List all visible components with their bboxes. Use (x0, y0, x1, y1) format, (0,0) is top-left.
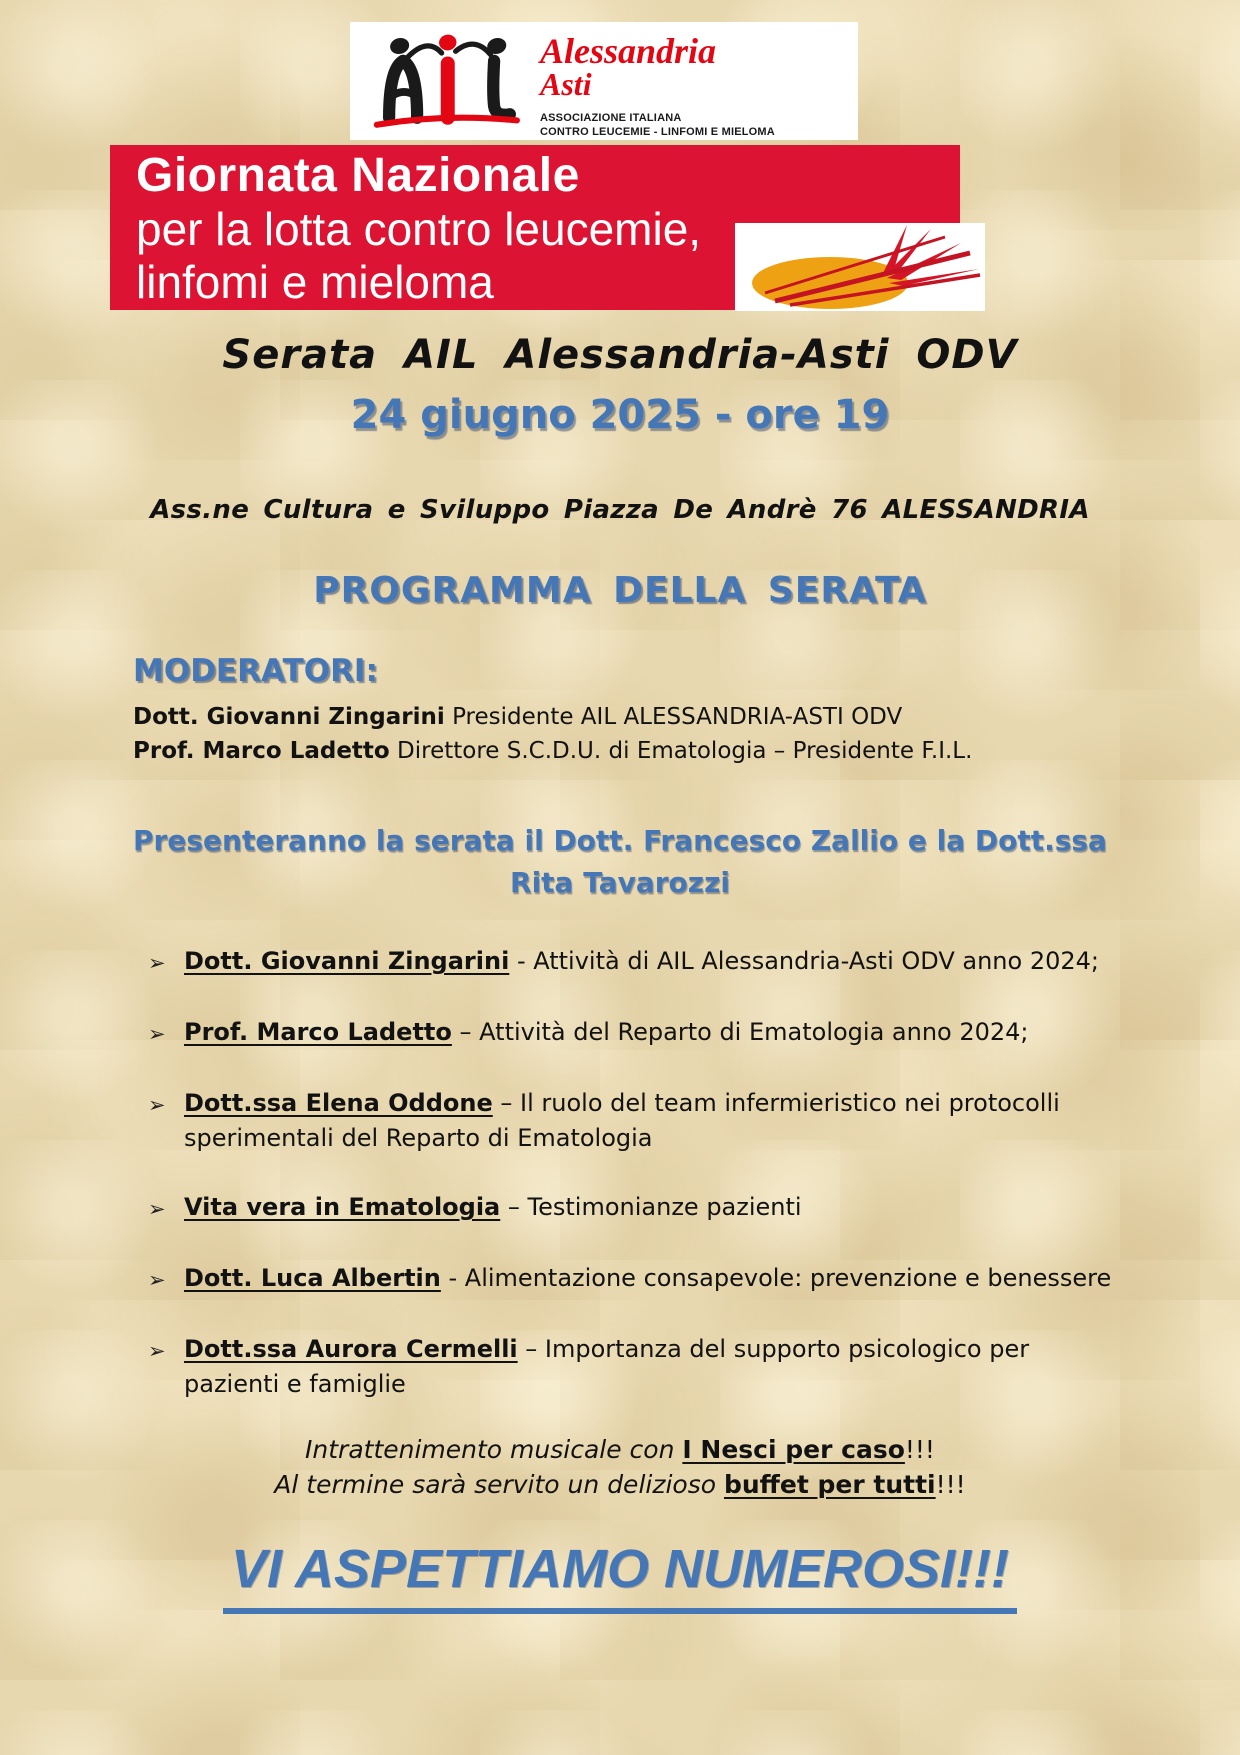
entertainment-note (0, 1432, 1240, 1502)
moderator-role: Direttore S.C.D.U. di Ematologia – Presidente F.I.L. (397, 738, 973, 764)
moderator-role: Presidente AIL ALESSANDRIA-ASTI ODV (452, 704, 903, 730)
presenters-announcement (0, 820, 1240, 904)
arrow-bullet-icon: ➢ (148, 1022, 166, 1046)
banner-line2: per la lotta contro leucemie, (136, 203, 702, 255)
closing-banner (0, 1538, 1240, 1614)
music-prefix: Intrattenimento musicale con (305, 1435, 683, 1464)
list-item (148, 1332, 1128, 1402)
item-description: Il ruolo del team infermieristico nei protocolli sperimentali del Reparto di Ematologia (184, 1089, 1060, 1152)
moderator-row (133, 734, 972, 768)
item-description: Attività di AIL Alessandria-Asti ODV anno 2024; (533, 947, 1099, 975)
moderator-name: Dott. Giovanni Zingarini (133, 704, 445, 730)
banner-line1: Giornata Nazionale (136, 149, 580, 202)
ail-logo-text (540, 32, 775, 140)
speaker-name: Vita vera in Ematologia (184, 1193, 501, 1221)
list-item (148, 1015, 1128, 1052)
moderator-row (133, 700, 972, 734)
presenters-line2: Rita Tavarozzi (510, 866, 730, 899)
program-item-list (148, 944, 1128, 1436)
music-suffix: !!! (904, 1435, 935, 1464)
moderators-list (133, 700, 972, 768)
logo-name-line2: Asti (540, 66, 592, 103)
speaker-name: Dott. Giovanni Zingarini (184, 947, 510, 975)
list-item (148, 1086, 1128, 1156)
flower-brush-icon (735, 223, 985, 311)
list-item (148, 1190, 1128, 1227)
presenters-line1: Presenteranno la serata il Dott. Francesco Zallio e la Dott.ssa (133, 824, 1107, 857)
item-description: Importanza del supporto psicologico per pazienti e famiglie (184, 1335, 1030, 1398)
item-separator: – (492, 1089, 521, 1117)
speaker-name: Prof. Marco Ladetto (184, 1018, 452, 1046)
music-line (0, 1432, 1240, 1467)
item-separator: - (440, 1264, 465, 1292)
moderator-name: Prof. Marco Ladetto (133, 738, 390, 764)
speaker-name: Dott. Luca Albertin (184, 1264, 441, 1292)
logo-subtitle-line2: CONTRO LEUCEMIE - LINFOMI E MIELOMA (540, 126, 775, 139)
event-datetime: 24 giugno 2025 - ore 19 (350, 392, 890, 438)
list-item (148, 944, 1128, 981)
logo-subtitle-line1: ASSOCIAZIONE ITALIANA (540, 112, 682, 125)
item-description: Testimonianze pazienti (527, 1193, 802, 1221)
banner-line3: linfomi e mieloma (136, 256, 494, 308)
program-heading: PROGRAMMA DELLA SERATA (313, 570, 927, 611)
buffet-highlight: buffet per tutti (723, 1470, 936, 1499)
buffet-prefix: Al termine sarà servito un delizioso (274, 1470, 724, 1499)
item-description: Attività del Reparto di Ematologia anno 2024; (479, 1018, 1029, 1046)
arrow-bullet-icon: ➢ (148, 1339, 166, 1363)
closing-text: VI ASPETTIAMO NUMEROSI!!! (223, 1538, 1017, 1614)
ail-figures-icon (370, 32, 522, 130)
item-separator: – (451, 1018, 480, 1046)
buffet-suffix: !!! (935, 1470, 966, 1499)
buffet-line (0, 1467, 1240, 1502)
speaker-name: Dott.ssa Aurora Cermelli (184, 1335, 518, 1363)
arrow-bullet-icon: ➢ (148, 951, 166, 975)
event-venue: Ass.ne Cultura e Sviluppo Piazza De Andrè 76 ALESSANDRIA (150, 495, 1090, 525)
item-description: Alimentazione consapevole: prevenzione e benessere (464, 1264, 1112, 1292)
item-separator: – (500, 1193, 528, 1221)
arrow-bullet-icon: ➢ (148, 1268, 166, 1292)
ail-logo-box (350, 22, 858, 140)
arrow-bullet-icon: ➢ (148, 1197, 166, 1221)
band-name: I Nesci per caso (682, 1435, 905, 1464)
speaker-name: Dott.ssa Elena Oddone (184, 1089, 493, 1117)
moderators-label: MODERATORI: (133, 653, 378, 689)
arrow-bullet-icon: ➢ (148, 1093, 166, 1117)
item-separator: - (509, 947, 534, 975)
event-title: Serata AIL Alessandria-Asti ODV (222, 332, 1018, 378)
list-item (148, 1261, 1128, 1298)
banner-artwork (735, 223, 985, 311)
logo-name-line1: Alessandria (540, 31, 717, 71)
item-separator: – (517, 1335, 545, 1363)
